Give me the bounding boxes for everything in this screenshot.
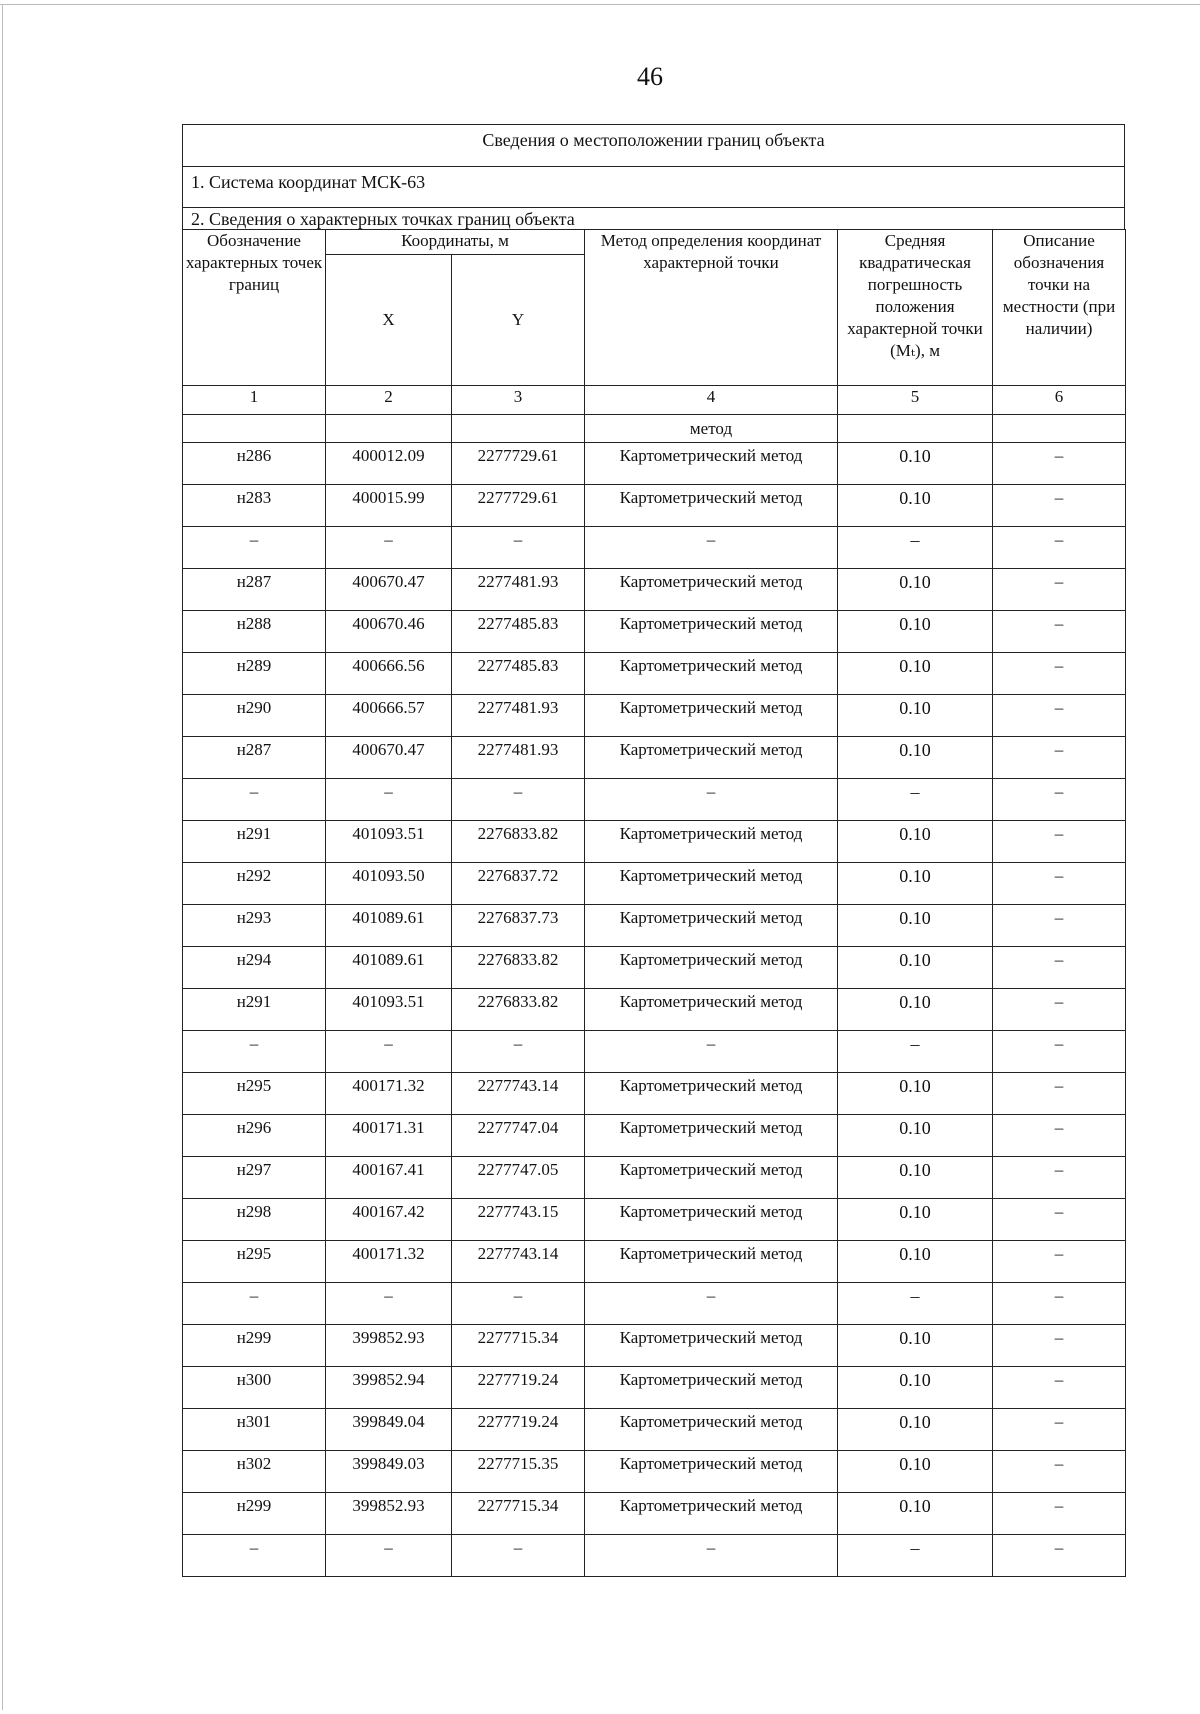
coordinate-x: – bbox=[326, 1535, 452, 1577]
mean-error-cell: 0.10 bbox=[838, 1199, 993, 1241]
coordinate-x: 400670.46 bbox=[326, 611, 452, 653]
table-cell bbox=[183, 415, 326, 443]
coordinate-y: 2276833.82 bbox=[452, 947, 585, 989]
mean-error-cell: 0.10 bbox=[838, 1367, 993, 1409]
coordinate-y: 2276833.82 bbox=[452, 821, 585, 863]
coordinate-y: 2277481.93 bbox=[452, 569, 585, 611]
description-cell: – bbox=[993, 1115, 1126, 1157]
mean-error-cell: 0.10 bbox=[838, 485, 993, 527]
header-mean-error: Средняя квадратическая погрешность положения характерной точки (Mₜ), м bbox=[838, 230, 993, 386]
coordinate-y: – bbox=[452, 779, 585, 821]
description-cell: – bbox=[993, 737, 1126, 779]
table-row bbox=[183, 821, 1126, 863]
description-cell: – bbox=[993, 1451, 1126, 1493]
mean-error-cell: 0.10 bbox=[838, 1325, 993, 1367]
table-row bbox=[183, 947, 1126, 989]
point-designation: н299 bbox=[183, 1493, 326, 1535]
column-number: 3 bbox=[452, 386, 585, 415]
method-cell: – bbox=[585, 1535, 838, 1577]
header-coordinates: Координаты, м bbox=[326, 230, 585, 255]
method-cell: Картометрический метод bbox=[585, 947, 838, 989]
method-cell: Картометрический метод bbox=[585, 989, 838, 1031]
mean-error-cell: – bbox=[838, 1535, 993, 1577]
coordinate-x: 400012.09 bbox=[326, 443, 452, 485]
table-row bbox=[183, 905, 1126, 947]
method-cell: Картометрический метод bbox=[585, 1367, 838, 1409]
point-designation: н295 bbox=[183, 1241, 326, 1283]
coordinate-y: 2277743.14 bbox=[452, 1241, 585, 1283]
point-designation: н299 bbox=[183, 1325, 326, 1367]
description-cell: – bbox=[993, 611, 1126, 653]
method-cell: Картометрический метод bbox=[585, 569, 838, 611]
coordinate-y: 2277715.35 bbox=[452, 1451, 585, 1493]
table-row bbox=[183, 695, 1126, 737]
coordinate-y: 2277481.93 bbox=[452, 737, 585, 779]
coordinate-x: 399849.04 bbox=[326, 1409, 452, 1451]
mean-error-cell: 0.10 bbox=[838, 821, 993, 863]
coordinate-y: – bbox=[452, 1283, 585, 1325]
point-designation: – bbox=[183, 1283, 326, 1325]
point-designation: н289 bbox=[183, 653, 326, 695]
mean-error-cell: 0.10 bbox=[838, 1241, 993, 1283]
coordinate-x: 399852.93 bbox=[326, 1325, 452, 1367]
coordinate-x: 401093.51 bbox=[326, 821, 452, 863]
table-row bbox=[183, 1115, 1126, 1157]
coordinate-x: 399852.93 bbox=[326, 1493, 452, 1535]
mean-error-cell: 0.10 bbox=[838, 1073, 993, 1115]
coordinate-y: 2277729.61 bbox=[452, 443, 585, 485]
coordinate-y: 2277485.83 bbox=[452, 611, 585, 653]
mean-error-cell: 0.10 bbox=[838, 989, 993, 1031]
coordinate-x: 400171.31 bbox=[326, 1115, 452, 1157]
description-cell: – bbox=[993, 485, 1126, 527]
coordinate-x: 400670.47 bbox=[326, 569, 452, 611]
coordinate-x: – bbox=[326, 1031, 452, 1073]
point-designation: – bbox=[183, 527, 326, 569]
continued-method: метод bbox=[585, 415, 838, 443]
coordinate-x: 400167.42 bbox=[326, 1199, 452, 1241]
point-designation: н296 bbox=[183, 1115, 326, 1157]
coordinate-y: 2276837.72 bbox=[452, 863, 585, 905]
point-designation: н300 bbox=[183, 1367, 326, 1409]
method-cell: Картометрический метод bbox=[585, 1073, 838, 1115]
description-cell: – bbox=[993, 695, 1126, 737]
description-cell: – bbox=[993, 569, 1126, 611]
scan-top-border bbox=[0, 4, 1200, 5]
table-row bbox=[183, 1073, 1126, 1115]
coordinate-y: 2277743.14 bbox=[452, 1073, 585, 1115]
mean-error-cell: 0.10 bbox=[838, 695, 993, 737]
method-cell: Картометрический метод bbox=[585, 863, 838, 905]
coordinate-x: – bbox=[326, 1283, 452, 1325]
coordinate-x: 400015.99 bbox=[326, 485, 452, 527]
coordinate-y: 2277719.24 bbox=[452, 1409, 585, 1451]
coordinate-x: – bbox=[326, 527, 452, 569]
table-row bbox=[183, 569, 1126, 611]
document-title: Сведения о местоположении границ объекта bbox=[482, 130, 825, 150]
coordinate-x: 399852.94 bbox=[326, 1367, 452, 1409]
coordinate-x: 399849.03 bbox=[326, 1451, 452, 1493]
boundary-points-table bbox=[182, 229, 1126, 1577]
mean-error-cell: 0.10 bbox=[838, 947, 993, 989]
point-designation: – bbox=[183, 779, 326, 821]
method-cell: Картометрический метод bbox=[585, 905, 838, 947]
point-designation: н283 bbox=[183, 485, 326, 527]
description-cell: – bbox=[993, 1157, 1126, 1199]
description-cell: – bbox=[993, 821, 1126, 863]
description-cell: – bbox=[993, 1325, 1126, 1367]
mean-error-cell: 0.10 bbox=[838, 1493, 993, 1535]
header-point-designation: Обозначение характерных точек границ bbox=[183, 230, 326, 386]
table-cell bbox=[838, 415, 993, 443]
method-cell: Картометрический метод bbox=[585, 695, 838, 737]
method-cell: – bbox=[585, 1283, 838, 1325]
mean-error-cell: 0.10 bbox=[838, 863, 993, 905]
coordinate-y: 2277729.61 bbox=[452, 485, 585, 527]
mean-error-cell: 0.10 bbox=[838, 737, 993, 779]
description-cell: – bbox=[993, 989, 1126, 1031]
description-cell: – bbox=[993, 1031, 1126, 1073]
section-heading: 2. Сведения о характерных точках границ объекта bbox=[183, 207, 1124, 229]
coordinate-x: 400666.57 bbox=[326, 695, 452, 737]
mean-error-cell: – bbox=[838, 1031, 993, 1073]
table-row bbox=[183, 1157, 1126, 1199]
coordinate-y: 2277719.24 bbox=[452, 1367, 585, 1409]
table-row bbox=[183, 779, 1126, 821]
table-row bbox=[183, 443, 1126, 485]
table-row bbox=[183, 1241, 1126, 1283]
method-cell: Картометрический метод bbox=[585, 1493, 838, 1535]
header-x: X bbox=[326, 255, 452, 386]
mean-error-cell: – bbox=[838, 779, 993, 821]
table-row bbox=[183, 1199, 1126, 1241]
coordinate-y: 2277485.83 bbox=[452, 653, 585, 695]
point-designation: н291 bbox=[183, 989, 326, 1031]
point-designation: н288 bbox=[183, 611, 326, 653]
method-cell: Картометрический метод bbox=[585, 737, 838, 779]
coordinate-y: – bbox=[452, 1535, 585, 1577]
column-number: 2 bbox=[326, 386, 452, 415]
coordinate-x: 401093.50 bbox=[326, 863, 452, 905]
point-designation: н290 bbox=[183, 695, 326, 737]
column-number: 6 bbox=[993, 386, 1126, 415]
mean-error-cell: 0.10 bbox=[838, 1451, 993, 1493]
boundary-points-sheet bbox=[182, 124, 1125, 1577]
mean-error-cell: 0.10 bbox=[838, 905, 993, 947]
point-designation: н293 bbox=[183, 905, 326, 947]
column-number: 4 bbox=[585, 386, 838, 415]
coordinate-x: 400167.41 bbox=[326, 1157, 452, 1199]
description-cell: – bbox=[993, 779, 1126, 821]
coordinate-y: 2277743.15 bbox=[452, 1199, 585, 1241]
description-cell: – bbox=[993, 1073, 1126, 1115]
mean-error-cell: 0.10 bbox=[838, 1409, 993, 1451]
mean-error-cell: – bbox=[838, 527, 993, 569]
coordinate-y: 2277747.05 bbox=[452, 1157, 585, 1199]
method-cell: Картометрический метод bbox=[585, 1451, 838, 1493]
method-cell: Картометрический метод bbox=[585, 1325, 838, 1367]
method-cell: Картометрический метод bbox=[585, 653, 838, 695]
point-designation: н294 bbox=[183, 947, 326, 989]
description-cell: – bbox=[993, 1241, 1126, 1283]
method-cell: Картометрический метод bbox=[585, 1115, 838, 1157]
point-designation: н295 bbox=[183, 1073, 326, 1115]
table-row bbox=[183, 737, 1126, 779]
method-cell: Картометрический метод bbox=[585, 1157, 838, 1199]
description-cell: – bbox=[993, 863, 1126, 905]
point-designation: н287 bbox=[183, 737, 326, 779]
point-designation: н287 bbox=[183, 569, 326, 611]
mean-error-cell: 0.10 bbox=[838, 611, 993, 653]
method-cell: Картометрический метод bbox=[585, 1199, 838, 1241]
coordinate-y: – bbox=[452, 1031, 585, 1073]
table-cell bbox=[452, 415, 585, 443]
description-cell: – bbox=[993, 1199, 1126, 1241]
description-cell: – bbox=[993, 527, 1126, 569]
table-row bbox=[183, 989, 1126, 1031]
point-designation: н292 bbox=[183, 863, 326, 905]
table-row bbox=[183, 1325, 1126, 1367]
coordinate-y: 2276833.82 bbox=[452, 989, 585, 1031]
coordinate-x: 400670.47 bbox=[326, 737, 452, 779]
mean-error-cell: 0.10 bbox=[838, 653, 993, 695]
coordinate-system: 1. Система координат МСК-63 bbox=[183, 166, 1124, 207]
table-row bbox=[183, 611, 1126, 653]
coordinate-y: 2277715.34 bbox=[452, 1325, 585, 1367]
table-cell bbox=[326, 415, 452, 443]
page-number: 46 bbox=[637, 62, 663, 91]
table-row bbox=[183, 1031, 1126, 1073]
method-cell: Картометрический метод bbox=[585, 611, 838, 653]
table-row bbox=[183, 863, 1126, 905]
coordinate-y: – bbox=[452, 527, 585, 569]
table-row bbox=[183, 485, 1126, 527]
method-cell: Картометрический метод bbox=[585, 443, 838, 485]
point-designation: – bbox=[183, 1031, 326, 1073]
method-cell: – bbox=[585, 779, 838, 821]
scan-left-border bbox=[2, 4, 3, 1710]
column-number: 1 bbox=[183, 386, 326, 415]
method-cell: – bbox=[585, 1031, 838, 1073]
point-designation: н297 bbox=[183, 1157, 326, 1199]
coordinate-y: 2277715.34 bbox=[452, 1493, 585, 1535]
description-cell: – bbox=[993, 1535, 1126, 1577]
description-cell: – bbox=[993, 947, 1126, 989]
table-row bbox=[183, 1283, 1126, 1325]
header-block bbox=[182, 124, 1125, 229]
table-row bbox=[183, 1493, 1126, 1535]
description-cell: – bbox=[993, 443, 1126, 485]
point-designation: н291 bbox=[183, 821, 326, 863]
mean-error-cell: 0.10 bbox=[838, 443, 993, 485]
description-cell: – bbox=[993, 1409, 1126, 1451]
coordinate-y: 2277481.93 bbox=[452, 695, 585, 737]
mean-error-cell: 0.10 bbox=[838, 569, 993, 611]
table-row bbox=[183, 527, 1126, 569]
point-designation: н302 bbox=[183, 1451, 326, 1493]
header-method: Метод определения координат характерной точки bbox=[585, 230, 838, 386]
table-cell bbox=[993, 415, 1126, 443]
header-description: Описание обозначения точки на местности (при наличии) bbox=[993, 230, 1126, 386]
point-designation: н286 bbox=[183, 443, 326, 485]
method-cell: Картометрический метод bbox=[585, 821, 838, 863]
mean-error-cell: – bbox=[838, 1283, 993, 1325]
coordinate-x: 400171.32 bbox=[326, 1073, 452, 1115]
method-cell: Картометрический метод bbox=[585, 1241, 838, 1283]
method-cell: – bbox=[585, 527, 838, 569]
coordinate-x: 401089.61 bbox=[326, 947, 452, 989]
column-number: 5 bbox=[838, 386, 993, 415]
description-cell: – bbox=[993, 1493, 1126, 1535]
table-row bbox=[183, 1409, 1126, 1451]
coordinate-x: 400666.56 bbox=[326, 653, 452, 695]
point-designation: – bbox=[183, 1535, 326, 1577]
mean-error-cell: 0.10 bbox=[838, 1115, 993, 1157]
table-row bbox=[183, 653, 1126, 695]
coordinate-y: 2277747.04 bbox=[452, 1115, 585, 1157]
header-y: Y bbox=[452, 255, 585, 386]
coordinate-y: 2276837.73 bbox=[452, 905, 585, 947]
method-cell: Картометрический метод bbox=[585, 1409, 838, 1451]
coordinate-x: 400171.32 bbox=[326, 1241, 452, 1283]
description-cell: – bbox=[993, 653, 1126, 695]
coordinate-x: 401089.61 bbox=[326, 905, 452, 947]
mean-error-cell: 0.10 bbox=[838, 1157, 993, 1199]
table-row bbox=[183, 1535, 1126, 1577]
coordinate-x: – bbox=[326, 779, 452, 821]
point-designation: н301 bbox=[183, 1409, 326, 1451]
description-cell: – bbox=[993, 1283, 1126, 1325]
continuation-row bbox=[183, 415, 1126, 443]
table-row bbox=[183, 1367, 1126, 1409]
table-row bbox=[183, 1451, 1126, 1493]
point-designation: н298 bbox=[183, 1199, 326, 1241]
description-cell: – bbox=[993, 905, 1126, 947]
description-cell: – bbox=[993, 1367, 1126, 1409]
coordinate-x: 401093.51 bbox=[326, 989, 452, 1031]
method-cell: Картометрический метод bbox=[585, 485, 838, 527]
